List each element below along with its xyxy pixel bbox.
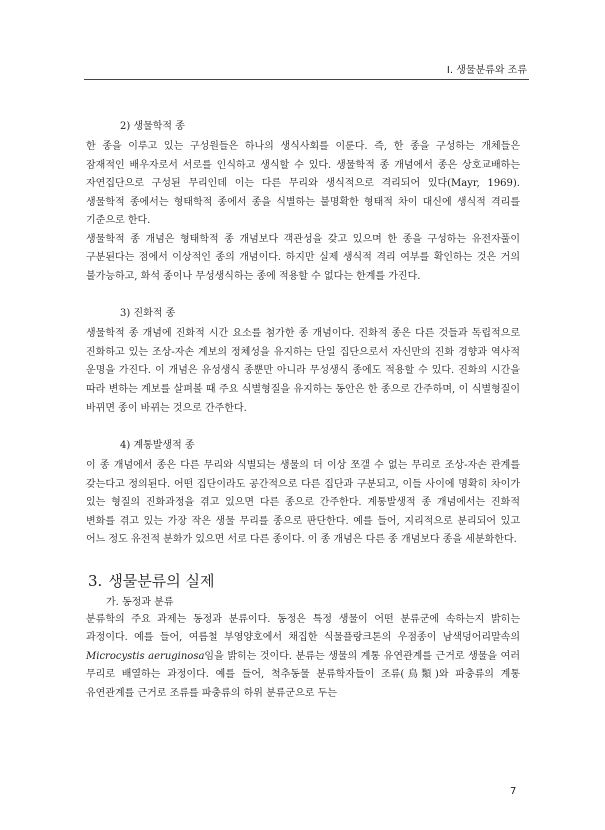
paragraph-text: 임을 밝히는 것이다. 분류는 생물의 계통 유연관계를 근거로 생물을 여러 무리로 배열하는 과정이다. 예를 들어, 척추동물 분류학자들이 조류(鳥類)와 파충류의 계통 유연관계를 근거로 조류를 파충류의 하위 분류군으로 두는 (86, 650, 520, 700)
paragraph: 한 종을 이루고 있는 구성원들은 하나의 생식사회를 이룬다. 즉, 한 종을 구성하는 개체들은 잠재적인 배우자로서 서로를 인식하고 생식할 수 있다. 생물학적 종 개념에서 종은 상호교배하는 자연집단으로 구성된 무리인데 이는 다른 무리와 생식적으로 격리되어 있다(Mayr, 1969). 생물학적 종에서는 형태학적 종에서 종을 식별하는 불명확한 형태적 차이 대신에 생식적 격리를 기준으로 한다. (86, 141, 520, 227)
paragraph (86, 611, 520, 704)
page-number: 7 (510, 786, 517, 797)
section-title (88, 572, 520, 590)
paragraph: 생물학적 종 개념은 형태학적 종 개념보다 객관성을 갖고 있으며 한 종을 구성하는 유전자풀이 구분된다는 점에서 이상적인 종의 개념이다. 하지만 실제 생식적 격리 여부를 확인하는 것은 거의 불가능하고, 화석 종이나 무성생식하는 종에 적용할 수 없다는 한계를 가진다. (86, 233, 520, 282)
running-header: I. 생물분류와 조류 (446, 65, 527, 76)
header-rule (84, 79, 529, 80)
paragraph: 생물학적 종 개념에 진화적 시간 요소를 첨가한 종 개념이다. 진화적 종은 다른 것들과 독립적으로 진화하고 있는 조상-자손 계보의 정체성을 유지하는 단일 집단으로서 자신만의 진화 경향과 역사적 운명을 가진다. 이 개념은 유성생식 종뿐만 아니라 무성생식 종에도 적용할 수 있다. 진화의 시간을 따라 변하는 계보를 살펴볼 때 주요 식별형질을 유지하는 동안은 한 종으로 간주하며, 이 식별형질이 바뀌면 종이 바뀌는 것으로 간주한다. (86, 328, 520, 414)
section-number: 3. (88, 571, 103, 590)
page-body (86, 120, 520, 704)
subheading-identification-classification: 가. 동정과 분류 (106, 596, 174, 608)
species-name: Microcystis aeruginosa (86, 650, 205, 662)
heading-biological-species: 2) 생물학적 종 (120, 121, 185, 132)
paragraph: 이 종 개념에서 종은 다른 무리와 식별되는 생물의 더 이상 쪼갤 수 없는 무리로 조상-자손 관계를 갖는다고 정의된다. 어떤 집단이라도 공간적으로 다른 집단과 구분되고, 이들 사이에 명확히 차이가 있는 형질의 진화과정을 겪고 있으면 다른 종으로 간주한다. 계통발생적 종 개념에서는 진화적 변화를 겪고 있는 가장 작은 생물 무리를 종으로 판단한다. 예를 들어, 지리적으로 분리되어 있고 어느 정도 유전적 분화가 있으면 서로 다른 종이다. 이 종 개념은 다른 종 개념보다 종을 세분화한다. (86, 460, 520, 546)
heading-phylogenetic-species: 4) 계통발생적 종 (120, 440, 195, 452)
heading-evolutionary-species: 3) 진화적 종 (120, 308, 176, 320)
paragraph-text: 분류학의 주요 과제는 동정과 분류이다. 동정은 특정 생물이 어떤 분류군에 속하는지 밝히는 과정이다. 예를 들어, 여름철 부영양호에서 채집한 식물플랑크톤의 우점종이 남색덩어리말속의 (86, 613, 520, 644)
section-title-text: 생물분류의 실제 (108, 571, 215, 590)
